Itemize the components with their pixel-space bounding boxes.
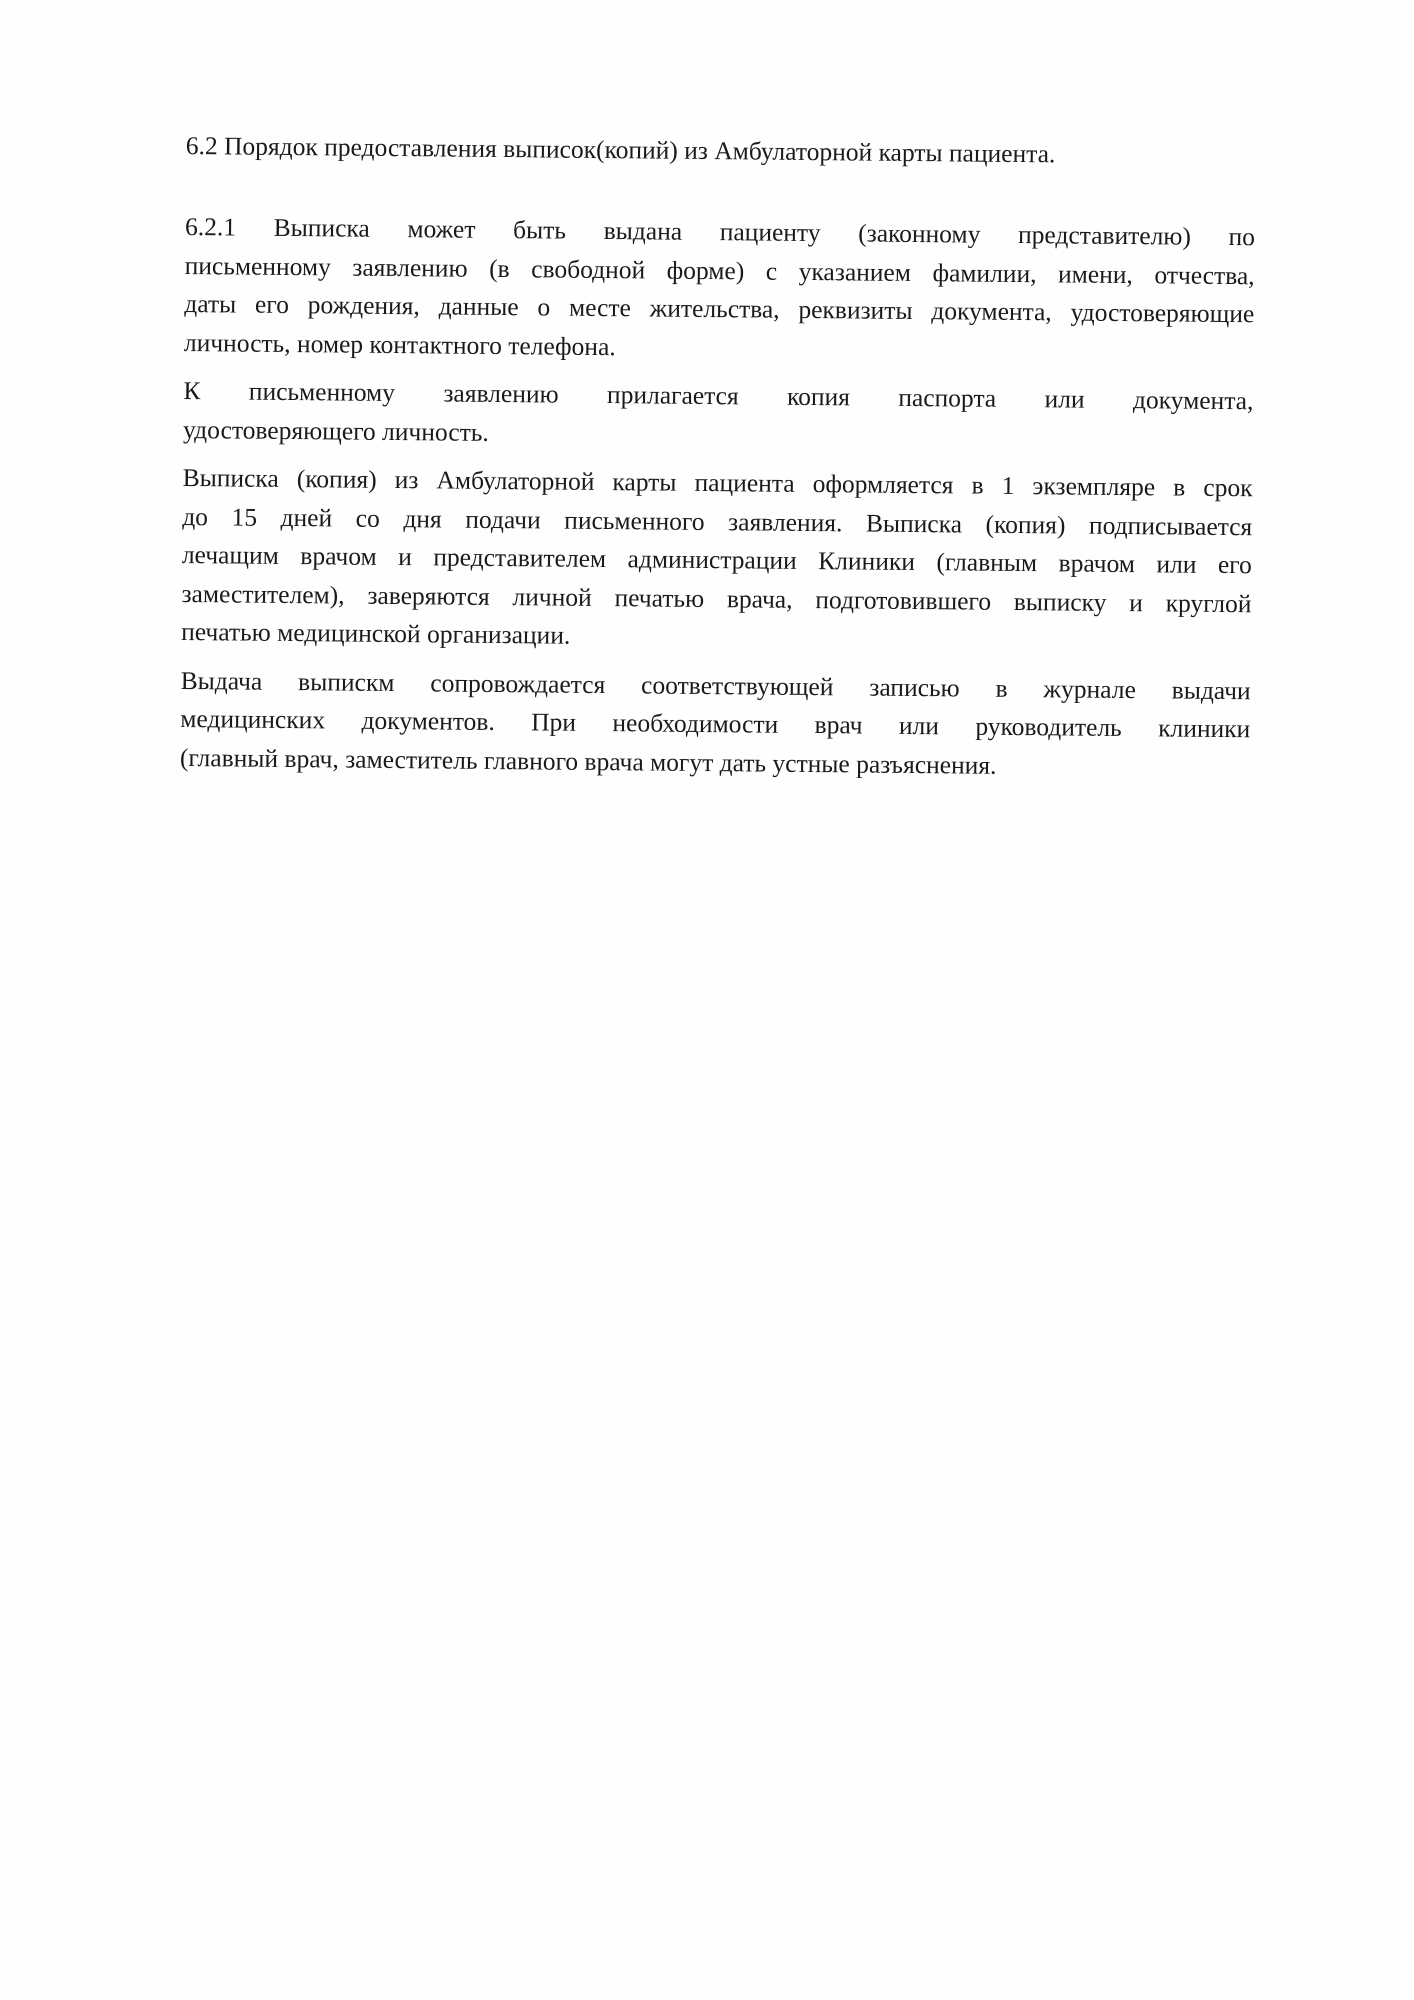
text-line: лечащим врачом и представителем администрации Клиники (главным врачом или его — [181, 539, 1252, 580]
section-heading: 6.2 Порядок предоставления выписок(копий) из Амбулаторной карты пациента. — [185, 130, 1056, 169]
text-line: даты его рождения, данные о месте жительства, реквизиты документа, удостоверяющие — [184, 288, 1255, 329]
text-line: медицинских документов. При необходимости врач или руководитель клиники — [180, 703, 1251, 744]
document-body — [180, 128, 1256, 797]
text-line: К письменному заявлению прилагается копия паспорта или документа, — [183, 375, 1254, 416]
paragraph-attachment — [183, 372, 1254, 459]
text-line: (главный врач, заместитель главного врача могут дать устные разъяснения. — [179, 742, 997, 780]
text-line: 6.2.1 Выписка может быть выдана пациенту (законному представителю) по — [184, 211, 1256, 252]
text-line: заместителем), заверяются личной печатью врача, подготовившего выписку и круглой — [181, 578, 1252, 618]
text-line: до 15 дней со дня подачи письменного заявления. Выписка (копия) подписывается — [182, 501, 1253, 541]
text-line: личность, номер контактного телефона. — [183, 327, 616, 361]
paragraph-6-2-1 — [184, 208, 1255, 372]
text-line: печатью медицинской организации. — [181, 616, 571, 650]
paragraph-issuance-terms — [181, 459, 1253, 662]
text-line: удостоверяющего личность. — [182, 414, 489, 447]
text-line: Выписка (копия) из Амбулаторной карты пациента оформляется в 1 экземпляре в срок — [182, 462, 1253, 503]
text-line: письменному заявлению (в свободной форме) с указанием фамилии, имени, отчества, — [184, 250, 1255, 290]
paragraph-journal-record — [180, 661, 1251, 787]
text-line: Выдача выпискм сопровождается соответствующей записью в журнале выдачи — [180, 665, 1251, 705]
